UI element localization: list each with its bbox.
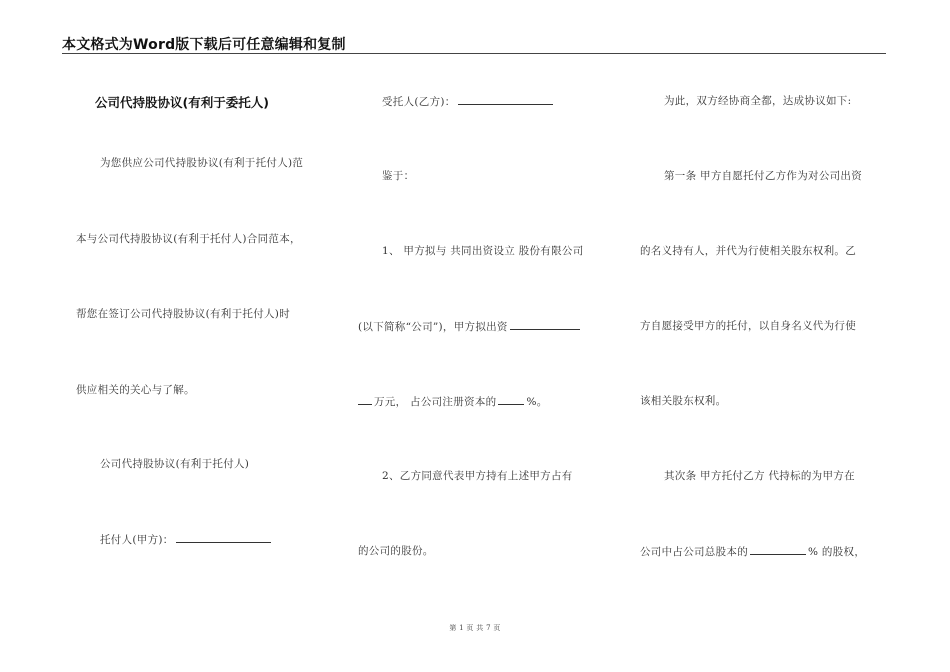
document-header: 本文格式为Word版下载后可任意编辑和复制 — [62, 37, 346, 53]
investment-blank — [510, 318, 580, 330]
col3-line-7 — [640, 543, 865, 559]
document-title: 公司代持股协议(有利于委托人) — [95, 95, 269, 110]
amount-blank — [358, 393, 372, 405]
col2-line-5-percent: %。 — [526, 396, 548, 408]
col3-line-6: 其次条 甲方托付乙方 代持标的为甲方在 — [664, 470, 855, 482]
col1-line-1: 为您供应公司代持股协议(有利于托付人)范 — [100, 157, 304, 169]
col3-line-5: 该相关股东权利。 — [640, 395, 727, 407]
col3-line-1: 为此，双方经协商全都，达成协议如下: — [664, 95, 852, 107]
col2-line-5 — [358, 393, 548, 409]
col2-line-3: 1、 甲方拟与 共同出资设立 股份有限公司 — [382, 245, 584, 257]
col3-line-4: 方自愿接受甲方的托付，以自身名义代为行使 — [640, 320, 856, 332]
trustee-label: 受托人(乙方)： — [382, 96, 456, 108]
col3-line-7-suffix: % 的股权， — [808, 546, 866, 558]
col2-line-4-text: (以下简称“公司”)，甲方拟出资 — [358, 321, 508, 333]
principal-blank — [176, 531, 271, 543]
col1-line-5: 公司代持股协议(有利于托付人) — [100, 458, 250, 470]
col1-line-6 — [100, 531, 273, 547]
col2-line-6: 2、乙方同意代表甲方持有上述甲方占有 — [382, 470, 573, 482]
share-percent-blank — [750, 543, 806, 555]
percent-blank — [498, 393, 524, 405]
col2-line-7: 的公司的股份。 — [358, 545, 434, 557]
principal-label: 托付人(甲方)： — [100, 534, 174, 546]
col3-line-2: 第一条 甲方自愿托付乙方作为对公司出资 — [664, 170, 863, 182]
trustee-blank — [458, 93, 553, 105]
header-divider — [62, 53, 886, 54]
col3-line-7-text: 公司中占公司总股本的 — [640, 546, 748, 558]
col2-line-2: 鉴于： — [382, 170, 415, 182]
col3-line-3: 的名义持有人，并代为行使相关股东权利。乙 — [640, 245, 856, 257]
col1-line-2: 本与公司代持股协议(有利于托付人)合同范本， — [76, 233, 301, 245]
col1-line-4: 供应相关的关心与了解。 — [76, 384, 195, 396]
page-number: 第 1 页 共 7 页 — [449, 624, 501, 632]
col2-line-5-text: 万元， 占公司注册资本的 — [374, 396, 497, 408]
col2-line-1 — [382, 93, 555, 109]
col1-line-3: 帮您在签订公司代持股协议(有利于托付人)时 — [76, 308, 290, 320]
col2-line-4 — [358, 318, 582, 334]
